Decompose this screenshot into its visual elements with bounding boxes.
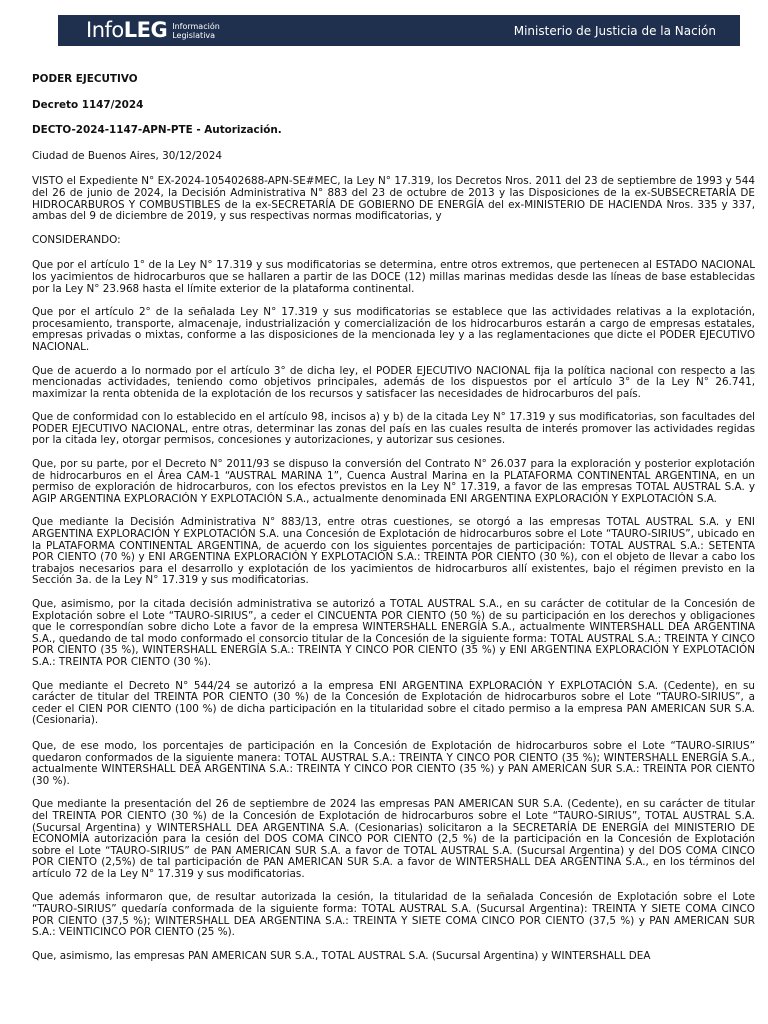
logo-subtitle: Información Legislativa: [172, 21, 220, 40]
paragraph: Que de conformidad con lo establecido en el artículo 98, incisos a) y b) de la citada Ley N° 17.319 y sus modificatorias, son facultades del PODER EJECUTIVO NACIONAL, entre otras, determinar las zonas del país en las cuales resulta de interés promover las actividades regidas por la citada ley, otorgar permisos, concesiones y autorizaciones, y autorizar sus cesiones.: [32, 411, 755, 447]
infoleg-logo[interactable]: [86, 20, 220, 41]
paragraph: Que, por su parte, por el Decreto N° 2011/93 se dispuso la conversión del Contrato N° 26.037 para la exploración y posterior explotación de hidrocarburos en el Área CAM-1 “AUSTRAL MARINA 1”, Cuenca Austral Marina en la PLATAFORMA CONTINENTAL ARGENTINA, en un permiso de exploración de hidrocarburos, con los efectos previstos en la Ley N° 17.319, a favor de las empresas TOTAL AUSTRAL S.A. y AGIP ARGENTINA EXPLORACIÓN Y EXPLOTACIÓN S.A., actualmente denominada ENI ARGENTINA EXPLORACIÓN Y EXPLOTACIÓN S.A.: [32, 458, 755, 505]
document-body: [32, 74, 755, 974]
paragraph: Que además informaron que, de resultar autorizada la cesión, la titularidad de la señalada Concesión de Explotación sobre el Lote “TAURO-SIRIUS” quedaría conformada de la siguiente forma: TOTAL AUSTRAL S.A. (Sucursal Argentina): TREINTA Y SIETE COMA CINCO POR CIENTO (37,5 %); WINTERSHALL DEA ARGENTINA S.A.: TREINTA Y SIETE COMA CINCO POR CIENTO (37,5 %) y PAN AMERICAN SUR S.A.: VEINTICINCO POR CIENTO (25 %).: [32, 891, 755, 939]
paragraph: Que, de ese modo, los porcentajes de participación en la Concesión de Explotación de hidrocarburos sobre el Lote “TAURO-SIRIUS” quedaron conformados de la siguiente manera: TOTAL AUSTRAL S.A.: TREINTA Y CINCO POR CIENTO (35 %); WINTERSHALL ENERGÍA S.A., actualmente WINTERSHALL DEA ARGENTINA S.A.: TREINTA Y CINCO POR CIENTO (35 %) y PAN AMERICAN SUR S.A.: TREINTA POR CIENTO (30 %).: [32, 739, 755, 787]
place-date: Ciudad de Buenos Aires, 30/12/2024: [32, 149, 222, 162]
paragraph: Que mediante el Decreto N° 544/24 se autorizó a la empresa ENI ARGENTINA EXPLORACIÓN Y EXPLOTACIÓN S.A. (Cedente), en su carácter de titular del TREINTA POR CIENTO (30 %) de la Concesión de Explotación de hidrocarburos sobre el Lote “TAURO-SIRIUS”, a ceder el CIEN POR CIENTO (100 %) de dicha participación en la titularidad sobre el citado permiso a la empresa PAN AMERICAN SUR S.A. (Cesionaria).: [32, 679, 755, 727]
paragraph-visto: VISTO el Expediente N° EX-2024-105402688-APN-SE#MEC, la Ley N° 17.319, los Decretos Nros. 2011 del 23 de septiembre de 1993 y 544 del 26 de junio de 2024, la Decisión Administrativa N° 883 del 23 de octubre de 2013 y las Disposiciones de la ex-SUBSECRETARÍA DE HIDROCARBUROS Y COMBUSTIBLES de la ex-SECRETARÍA DE GOBIERNO DE ENERGÍA del ex-MINISTERIO DE HACIENDA Nros. 335 y 337, ambas del 9 de diciembre de 2019, y sus respectivas normas modificatorias, y: [32, 175, 755, 223]
paragraph: Que, asimismo, las empresas PAN AMERICAN SUR S.A., TOTAL AUSTRAL S.A. (Sucursal Argentina) y WINTERSHALL DEA: [32, 949, 651, 962]
paragraph: Que, asimismo, por la citada decisión administrativa se autorizó a TOTAL AUSTRAL S.A., en su carácter de cotitular de la Concesión de Explotación sobre el Lote “TAURO-SIRIUS”, a ceder el CINCUENTA POR CIENTO (50 %) de su participación en los derechos y obligaciones que le correspondían sobre dicho Lote a favor de la empresa WINTERSHALL ENERGÍA S.A., actualmente WINTERSHALL DEA ARGENTINA S.A., quedando de tal modo conformado el consorcio titular de la Concesión de la siguiente forma: TOTAL AUSTRAL S.A.: TREINTA Y CINCO POR CIENTO (35 %), WINTERSHALL ENERGÍA S.A.: TREINTA Y CINCO POR CIENTO (35 %) y ENI ARGENTINA EXPLORACIÓN Y EXPLOTACIÓN S.A.: TREINTA POR CIENTO (30 %).: [32, 598, 755, 668]
paragraph: Que de acuerdo a lo normado por el artículo 3° de dicha ley, el PODER EJECUTIVO NACIONAL fija la política nacional con respecto a las mencionadas actividades, teniendo como objetivos principales, además de los dispuestos por el artículo 3° de la Ley N° 26.741, maximizar la renta obtenida de la explotación de los recursos y satisfacer las necesidades de hidrocarburos del país.: [32, 364, 755, 400]
paragraph: Que por el artículo 2° de la señalada Ley N° 17.319 y sus modificatorias se establece que las actividades relativas a la explotación, procesamiento, transporte, almacenaje, industrialización y comercialización de los hidrocarburos estarán a cargo de empresas estatales, empresas privadas o mixtas, conforme a las disposiciones de la mencionada ley y a las reglamentaciones que dicte el PODER EJECUTIVO NACIONAL.: [32, 306, 755, 353]
paragraph-considerando: CONSIDERANDO:: [32, 233, 121, 246]
ministry-name: Ministerio de Justicia de la Nación: [513, 23, 716, 38]
paragraph: Que mediante la Decisión Administrativa N° 883/13, entre otras cuestiones, se otorgó a las empresas TOTAL AUSTRAL S.A. y ENI ARGENTINA EXPLORACIÓN Y EXPLOTACIÓN S.A. una Concesión de Explotación de hidrocarburos sobre el Lote “TAURO-SIRIUS”, ubicado en la PLATAFORMA CONTINENTAL ARGENTINA, de acuerdo con los siguientes porcentajes de participación: TOTAL AUSTRAL S.A.: SETENTA POR CIENTO (70 %) y ENI ARGENTINA EXPLORACIÓN Y EXPLOTACIÓN S.A.: TREINTA POR CIENTO (30 %), con el objeto de llevar a cabo los trabajos necesarios para el desarrollo y explotación de los yacimientos de hidrocarburos allí existentes, bajo el régimen previsto en la Sección 3a. de la Ley N° 17.319 y sus modificatorias.: [32, 516, 755, 587]
paragraph: Que mediante la presentación del 26 de septiembre de 2024 las empresas PAN AMERICAN SUR S.A. (Cedente), en su carácter de titular del TREINTA POR CIENTO (30 %) de la Concesión de Explotación de hidrocarburos sobre el Lote “TAURO-SIRIUS”, TOTAL AUSTRAL S.A. (Sucursal Argentina) y WINTERSHALL DEA ARGENTINA S.A. (Cesionarias) solicitaron a la SECRETARÍA DE ENERGÍA del MINISTERIO DE ECONOMÍA autorización para la cesión del DOS COMA CINCO POR CIENTO (2,5 %) de la participación en la Concesión de Explotación sobre el Lote “TAURO-SIRIUS” de PAN AMERICAN SUR S.A. a favor de TOTAL AUSTRAL S.A. (Sucursal Argentina) y del DOS COMA CINCO POR CIENTO (2,5%) de tal participación de PAN AMERICAN SUR S.A. a favor de WINTERSHALL DEA ARGENTINA S.A., en los términos del artículo 72 de la Ley N° 17.319 y sus modificatorias.: [32, 798, 755, 880]
decree-title: DECTO-2024-1147-APN-PTE - Autorización.: [32, 124, 282, 137]
site-banner: [58, 15, 740, 46]
decree-number: Decreto 1147/2024: [32, 98, 144, 111]
paragraph: Que por el artículo 1° de la Ley N° 17.319 y sus modificatorias se determina, entre otros extremos, que pertenecen al ESTADO NACIONAL los yacimientos de hidrocarburos que se hallaren a partir de las DOCE (12) millas marinas medidas desde las líneas de base establecidas por la Ley N° 23.968 hasta el límite exterior de la plataforma continental.: [32, 259, 755, 295]
issuer-heading: PODER EJECUTIVO: [32, 73, 138, 85]
logo-wordmark: InfoLEG: [86, 18, 168, 42]
